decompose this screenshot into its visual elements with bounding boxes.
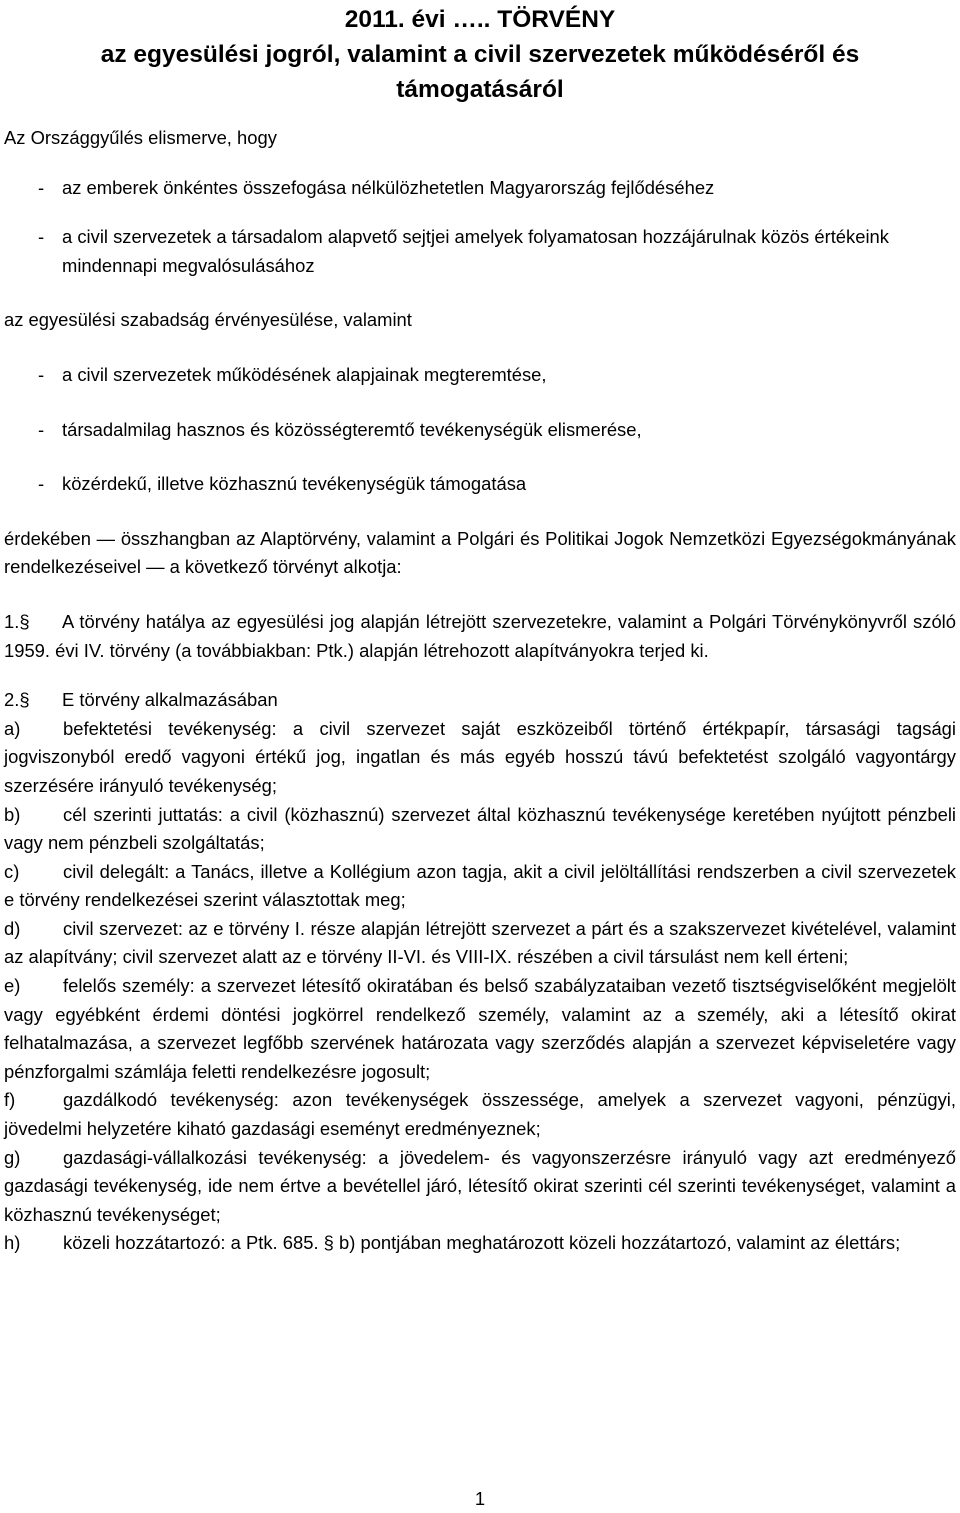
definition-item xyxy=(4,1229,956,1258)
definition-text: cél szerinti juttatás: a civil (közhasznú) szervezet által közhasznú tevékenysége keretében nyújtott pénzbeli vagy nem pénzbeli szolgáltatás; xyxy=(4,803,956,854)
aim-item: - a civil szervezetek működésének alapjainak megteremtése, xyxy=(4,361,956,390)
definition-item xyxy=(4,972,956,1086)
definition-item xyxy=(4,715,956,801)
definition-letter: a) xyxy=(4,717,21,739)
preamble-intro: Az Országgyűlés elismerve, hogy xyxy=(4,127,277,148)
preamble-closing: érdekében — összhangban az Alaptörvény, valamint a Polgári és Politikai Jogok Nemzetközi Egyezségokmányának rendelkezéseivel — a következő törvényt alkotja: xyxy=(4,527,956,578)
definition-text: gazdálkodó tevékenység: azon tevékenységek összessége, amelyek a szervezet vagyoni, pénzügyi, jövedelmi helyzetére kiható gazdasági eseményt eredményeznek; xyxy=(4,1089,956,1140)
section-text: A törvény hatálya az egyesülési jog alapján létrejött szervezetekre, valamint a Polgári Törvénykönyvről szóló 1959. évi IV. törvény (a továbbiakban: Ptk.) alapján létrehozott alapítványokra terjed ki. xyxy=(4,610,956,661)
definition-text: civil szervezet: az e törvény I. része alapján létrejött szervezet a párt és a szakszervezet kivételével, valamint az alapítvány; civil szervezet alatt az e törvény II-VI. és VIII-IX. részében a civil társulást nem kell érteni; xyxy=(4,917,956,968)
aim-item: - közérdekű, illetve közhasznú tevékenységük támogatása xyxy=(4,470,956,499)
section-1 xyxy=(4,608,956,665)
definition-text: befektetési tevékenység: a civil szervezet saját eszközeiből történő értékpapír, társasági tagsági jogviszonyból eredő vagyoni értékű jog, ingatlan és más egyéb hosszú távú befektetést szolgáló vagyontárgy szerzésére irányuló tevékenység; xyxy=(4,717,956,796)
law-title xyxy=(4,0,956,107)
section-2-heading xyxy=(4,686,956,715)
preamble-middle: az egyesülési szabadság érvényesülése, valamint xyxy=(4,309,412,331)
recognition-item: - a civil szervezetek a társadalom alapvető sejtjei amelyek folyamatosan hozzájárulnak közös értékeink mindennapi megvalósulásához xyxy=(4,223,956,280)
dash-mark: - xyxy=(38,473,45,495)
definition-text: civil delegált: a Tanács, illetve a Kollégium azon tagja, akit a civil jelöltállítási rendszerben a civil szervezetek e törvény rendelkezései szerint választottak meg; xyxy=(4,860,956,911)
dash-mark: - xyxy=(38,363,45,385)
definition-letter: g) xyxy=(4,1146,21,1168)
definition-item xyxy=(4,915,956,972)
recognition-item: - az emberek önkéntes összefogása nélkülözhetetlen Magyarország fejlődéséhez xyxy=(4,174,956,203)
aim-item: - társadalmilag hasznos és közösségteremtő tevékenységük elismerése, xyxy=(4,416,956,445)
dash-mark: - xyxy=(38,418,45,440)
definition-letter: f) xyxy=(4,1089,16,1111)
definition-item xyxy=(4,801,956,858)
definition-text: felelős személy: a szervezet létesítő okiratában és belső szabályzataiban vezető tisztségviselőként megjelölt vagy egyébként érdemi döntési jogkörrel rendelkező személy, valamint az a személy, aki a létesítő okirat felhatalmazása, a szervezet legfőbb szervének határozata vagy szerződés alapján a szervezet képviseletére vagy pénzforgalmi számlája feletti rendelkezésre jogosult; xyxy=(4,975,956,1082)
definition-text: közeli hozzátartozó: a Ptk. 685. § b) pontjában meghatározott közeli hozzátartozó, valamint az élettárs; xyxy=(63,1232,901,1254)
document-page xyxy=(4,0,956,1258)
definition-item xyxy=(4,858,956,915)
dash-mark: - xyxy=(38,176,45,198)
definition-letter: d) xyxy=(4,917,21,939)
section-heading: E törvény alkalmazásában xyxy=(62,689,278,711)
definition-item xyxy=(4,1086,956,1143)
title-line-2: az egyesülési jogról, valamint a civil szervezetek működéséről és xyxy=(100,41,860,68)
page-number: 1 xyxy=(474,1488,486,1509)
definition-letter: h) xyxy=(4,1232,21,1254)
definition-letter: e) xyxy=(4,975,21,997)
title-line-3: támogatásáról xyxy=(396,76,564,103)
section-number: 1.§ xyxy=(4,610,30,632)
definition-text: gazdasági-vállalkozási tevékenység: a jövedelem- és vagyonszerzésre irányuló vagy azt eredményező gazdasági tevékenység, ide nem értve a bevétellel járó, létesítő okirat szerinti cél szerinti tevékenységet, valamint a közhasznú tevékenységet; xyxy=(4,1146,956,1225)
section-number: 2.§ xyxy=(4,689,30,711)
dash-mark: - xyxy=(38,226,45,248)
definition-letter: b) xyxy=(4,803,21,825)
definition-item xyxy=(4,1144,956,1230)
title-line-1: 2011. évi ….. TÖRVÉNY xyxy=(344,6,616,33)
definition-letter: c) xyxy=(4,860,20,882)
